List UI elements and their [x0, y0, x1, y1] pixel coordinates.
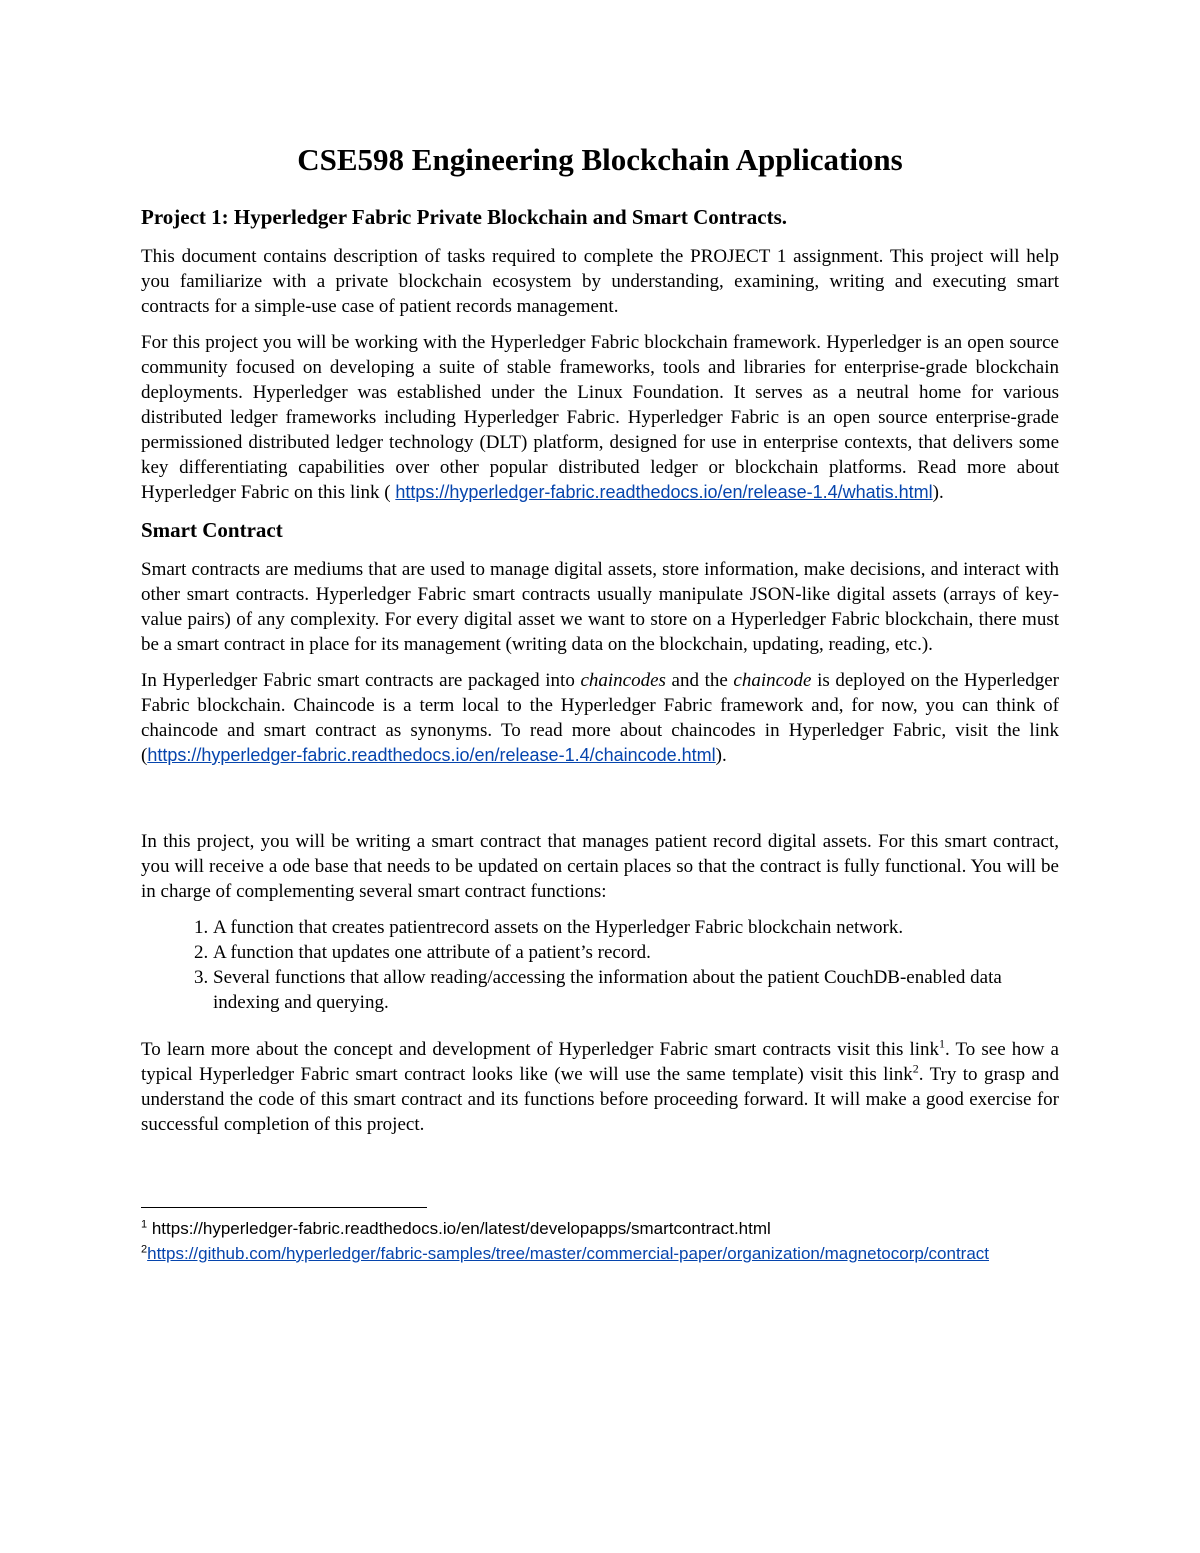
intro-paragraph: This document contains description of tasks required to complete the PROJECT 1 assignment. This project will help you familiarize with a private blockchain ecosystem by understanding, examining, writing and executing smart contracts for a simple-use case of patient records management.: [141, 246, 1059, 317]
document-page: [141, 140, 1059, 1266]
list-item: 1. A function that creates patientrecord assets on the Hyperledger Fabric blockchain network.: [213, 915, 1059, 940]
spacer: [141, 779, 1059, 829]
footnote-2-number: 2: [141, 1243, 148, 1256]
chaincode-text-b: and the: [665, 670, 734, 691]
hyperledger-paragraph: [141, 330, 1059, 505]
whatis-link[interactable]: https://hyperledger-fabric.readthedocs.io/en/release-1.4/whatis.html: [395, 482, 933, 502]
hyperledger-text: For this project you will be working with the Hyperledger Fabric blockchain framework. Hyperledger is an open source community focused on developing a suite of stable frameworks, tools and libraries for enterprise-grade blockchain deployments. Hyperledger was established under the Linux Foundation. It serves as a neutral home for various distributed ledger frameworks including Hyperledger Fabric. Hyperledger Fabric is an open source enterprise-grade permissioned distributed ledger technology (DLT) platform, designed for use in enterprise contexts, that delivers some key differentiating capabilities over other popular distributed ledger or blockchain platforms. Read more about Hyperledger Fabric on this link: [141, 332, 1059, 503]
learn-text-a: To learn more about the concept and development of Hyperledger Fabric smart contracts visit this link: [141, 1039, 940, 1060]
learn-text-c: . Try to grasp and understand the code of this smart contract and its functions before proceeding forward. It will make a good exercise for successful completion of this project.: [141, 1064, 1059, 1135]
list-item: 2. A function that updates one attribute of a patient’s record.: [213, 940, 1059, 965]
task-list: [141, 915, 1059, 1015]
smart-contract-paragraph: Smart contracts are mediums that are used to manage digital assets, store information, make decisions, and interact with other smart contracts. Hyperledger Fabric smart contracts usually manipulate JSON-like digital assets (arrays of key-value pairs) of any complexity. For every digital asset we want to store on a Hyperledger Fabric blockchain, there must be a smart contract in place for its management (writing data on the blockchain, updating, reading, etc.).: [141, 559, 1059, 655]
learn-text-b: . To see how a typical Hyperledger Fabric smart contract looks like (we will use the same template) visit this link: [141, 1039, 1059, 1085]
chaincode-text-c: is deployed on the Hyperledger Fabric blockchain. Chaincode is a term local to the Hyperledger Fabric framework and, for now, you can think of chaincode and smart contract as synonyms. To read more about chaincodes in Hyperledger Fabric, visit the link (: [141, 670, 1059, 766]
hyperledger-open-paren: (: [384, 482, 396, 503]
footnote-2: [141, 1241, 1059, 1266]
footnote-1: [141, 1216, 1059, 1241]
footnote-1-text: https://hyperledger-fabric.readthedocs.io/en/latest/developapps/smartcontract.html: [147, 1219, 771, 1238]
chaincode-term: chaincode: [733, 670, 812, 691]
footnote-2-link[interactable]: https://github.com/hyperledger/fabric-samples/tree/master/commercial-paper/organization/magnetocorp/contract: [147, 1244, 990, 1263]
chaincode-link[interactable]: https://hyperledger-fabric.readthedocs.io/en/release-1.4/chaincode.html: [147, 745, 716, 765]
footnote-1-number: 1: [141, 1218, 148, 1231]
chaincode-close-paren: ).: [715, 745, 727, 766]
footnote-ref-2[interactable]: 2: [912, 1061, 919, 1076]
list-item: 3. Several functions that allow reading/accessing the information about the patient CouchDB-enabled data indexing and querying.: [213, 965, 1059, 1015]
footnote-divider: [141, 1207, 427, 1208]
smart-contract-heading: Smart Contract: [141, 518, 283, 542]
project-subtitle: Project 1: Hyperledger Fabric Private Blockchain and Smart Contracts.: [141, 205, 788, 229]
hyperledger-close-paren: ).: [932, 482, 944, 503]
project-paragraph: In this project, you will be writing a smart contract that manages patient record digital assets. For this smart contract, you will receive a ode base that needs to be updated on certain places so that the contract is fully functional. You will be in charge of complementing several smart contract functions:: [141, 831, 1059, 902]
chaincode-text-a: In Hyperledger Fabric smart contracts are packaged into: [141, 670, 581, 691]
chaincode-paragraph: [141, 668, 1059, 768]
chaincodes-term: chaincodes: [580, 670, 666, 691]
document-title: CSE598 Engineering Blockchain Applications: [297, 142, 903, 177]
learn-more-paragraph: [141, 1037, 1059, 1137]
footnote-ref-1[interactable]: 1: [939, 1036, 946, 1051]
